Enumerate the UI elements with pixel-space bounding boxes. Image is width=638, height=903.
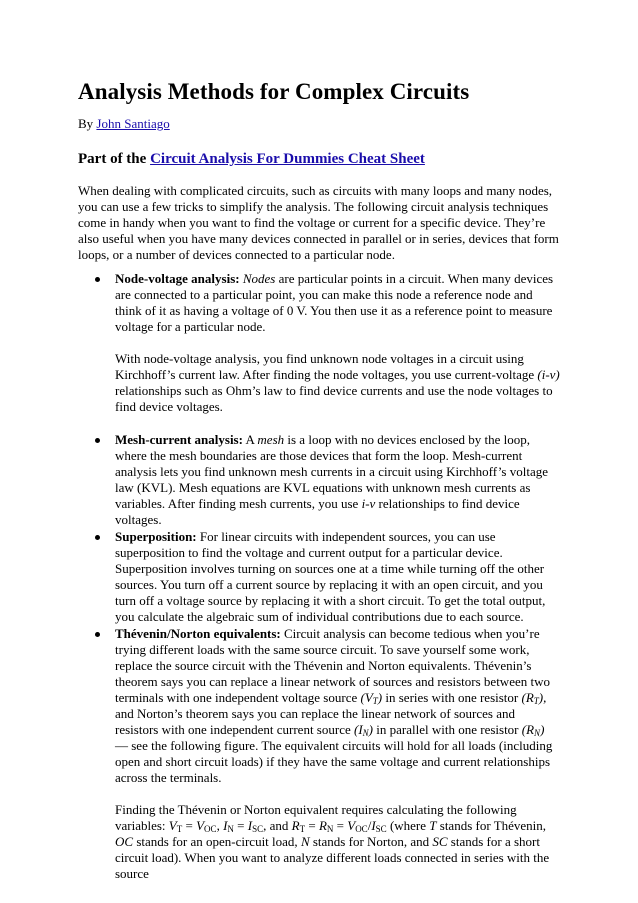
letter-sc: SC <box>432 834 448 849</box>
vt-close: ) <box>377 690 383 705</box>
thev-t2: in series with one resistor <box>382 690 522 705</box>
rn-close: ) <box>540 722 545 737</box>
sub-n: N <box>534 728 541 738</box>
thev-t1: Circuit analysis can become tedious when you’re trying different loads with the same source circuit. To save yourself some work, replace the source circuit with the Thévenin and Norton equivalents. Thévenin’s theorem says you can replace a linear network of sources and resistors between two terminals with one independent voltage source <box>115 626 550 705</box>
node-p2a: With node-voltage analysis, you find unknown node voltages in a circuit using Kirchhoff’s current law. After finding the node voltages, you use current-voltage <box>115 351 538 382</box>
thev-t4: and Norton’s theorem says you can replace the linear network of sources and resistors with one independent current source <box>115 706 515 737</box>
sub-n: N <box>227 824 234 834</box>
thev-f6: stands for a short circuit load). When you want to analyze different loads connected in series with the source <box>115 834 550 881</box>
thevenin-variables-paragraph <box>115 802 560 882</box>
node-text: are particular points in a circuit. When many devices are connected to a particular point, you can make this node a reference node and think of it as having a voltage of 0 V. You then use it as a reference point to measure voltage for a particular node. <box>115 271 554 334</box>
em-iv-2: i-v <box>361 496 376 511</box>
bullet-icon <box>95 632 100 637</box>
byline <box>78 116 560 132</box>
cheat-sheet-link[interactable]: Circuit Analysis For Dummies Cheat Sheet <box>150 151 425 167</box>
mesh-text2: relationships to find device voltages. <box>115 496 520 527</box>
and: , and <box>263 818 292 833</box>
partof-prefix: Part of the <box>78 151 151 167</box>
sub-t: T <box>533 696 539 706</box>
author-link[interactable]: John Santiago <box>96 116 170 131</box>
thev-t5: in parallel with one resistor <box>373 722 522 737</box>
in-open: (I <box>353 722 363 737</box>
methods-list <box>78 271 560 882</box>
vt-open: (V <box>360 690 373 705</box>
var-r: R <box>291 818 300 833</box>
sub-n: N <box>362 728 369 738</box>
slash: / <box>367 818 372 833</box>
letter-n: N <box>300 834 310 849</box>
sub-oc: OC <box>355 824 368 834</box>
rn-open: (R <box>521 722 535 737</box>
letter-t: T <box>429 818 437 833</box>
letter-oc: OC <box>115 834 134 849</box>
bullet-icon <box>95 438 100 443</box>
term-node-voltage: Node-voltage analysis: <box>115 271 240 286</box>
eq: = <box>233 818 248 833</box>
eq: = <box>305 818 319 833</box>
var-r: R <box>318 818 327 833</box>
article <box>78 78 560 883</box>
em-iv: (i-v) <box>537 367 560 382</box>
mesh-text: is a loop with no devices enclosed by the loop, where the mesh boundaries are those devices that form the loop. Mesh-current analysis lets you find unknown mesh currents in a circuit using Kirchhoff’s voltage law (KVL). Mesh equations are KVL equations with unknown mesh currents as variables. After finding mesh currents, you use <box>115 432 549 511</box>
mesh-pre: A <box>242 432 258 447</box>
thev-f3: stands for Thévenin, <box>436 818 547 833</box>
sub-sc: SC <box>375 824 387 834</box>
rt-open: (R <box>521 690 534 705</box>
sub-t: T <box>299 824 306 834</box>
part-of-heading <box>78 150 560 168</box>
sub-t: T <box>176 824 183 834</box>
sub-oc: OC <box>204 824 217 834</box>
em-nodes: Nodes <box>242 271 276 286</box>
byline-prefix: By <box>78 116 97 131</box>
sub-sc: SC <box>252 824 264 834</box>
thev-f2: (where <box>386 818 430 833</box>
term-superposition: Superposition: <box>115 529 197 544</box>
node-p2b: relationships such as Ohm’s law to find device currents and use the node voltages to find device voltages. <box>115 383 553 414</box>
var-i: I <box>223 818 228 833</box>
in-close: ) <box>368 722 374 737</box>
sub-n: N <box>326 824 334 834</box>
eq: = <box>333 818 348 833</box>
super-text: For linear circuits with independent sources, you can use superposition to find the voltage and current output for a particular device. Superposition involves turning on sources one at a time while turning off the other sources. You turn off a current source by replacing it with an open circuit, and you turn off a voltage source by replacing it with a short circuit. To get the total output, you calculate the algebraic sum of individual contributions due to each source. <box>115 529 546 624</box>
var-v: V <box>347 818 356 833</box>
list-item-mesh-current <box>78 432 560 528</box>
intro-paragraph: When dealing with complicated circuits, such as circuits with many loops and many nodes, you can use a few tricks to simplify the analysis. The following circuit analysis techniques come in handy when you want to find the voltage or current for a specific device. They’re also useful when you have many devices connected in parallel or in series, devices that form loops, or a number of devices connected to a particular node. <box>78 183 559 262</box>
term-thevenin-norton: Thévenin/Norton equivalents: <box>115 626 281 641</box>
term-mesh-current: Mesh-current analysis: <box>115 432 243 447</box>
sub-t: T <box>372 696 378 706</box>
thev-f4: stands for an open-circuit load, <box>133 834 301 849</box>
var-i: I <box>371 818 376 833</box>
list-item-thevenin-norton <box>78 626 560 882</box>
thev-f5: stands for Norton, and <box>309 834 433 849</box>
var-i: I <box>247 818 253 833</box>
list-item-superposition <box>78 529 560 625</box>
comma: , <box>216 818 224 833</box>
em-mesh: mesh <box>257 432 285 447</box>
eq: = <box>182 818 197 833</box>
page-title: Analysis Methods for Complex Circuits <box>78 79 470 104</box>
var-v: V <box>168 818 177 833</box>
list-item-node-voltage <box>78 271 560 431</box>
bullet-icon <box>95 277 100 282</box>
bullet-icon <box>95 535 100 540</box>
thev-t6: — see the following figure. The equivalent circuits will hold for all loads (including open and short circuit loads) if they have the same voltage and current relationships across the terminals. <box>115 738 553 785</box>
var-v: V <box>196 818 205 833</box>
thev-f1: Finding the Thévenin or Norton equivalent requires calculating the following variables: <box>115 802 517 833</box>
rt-close: ), <box>538 690 547 705</box>
